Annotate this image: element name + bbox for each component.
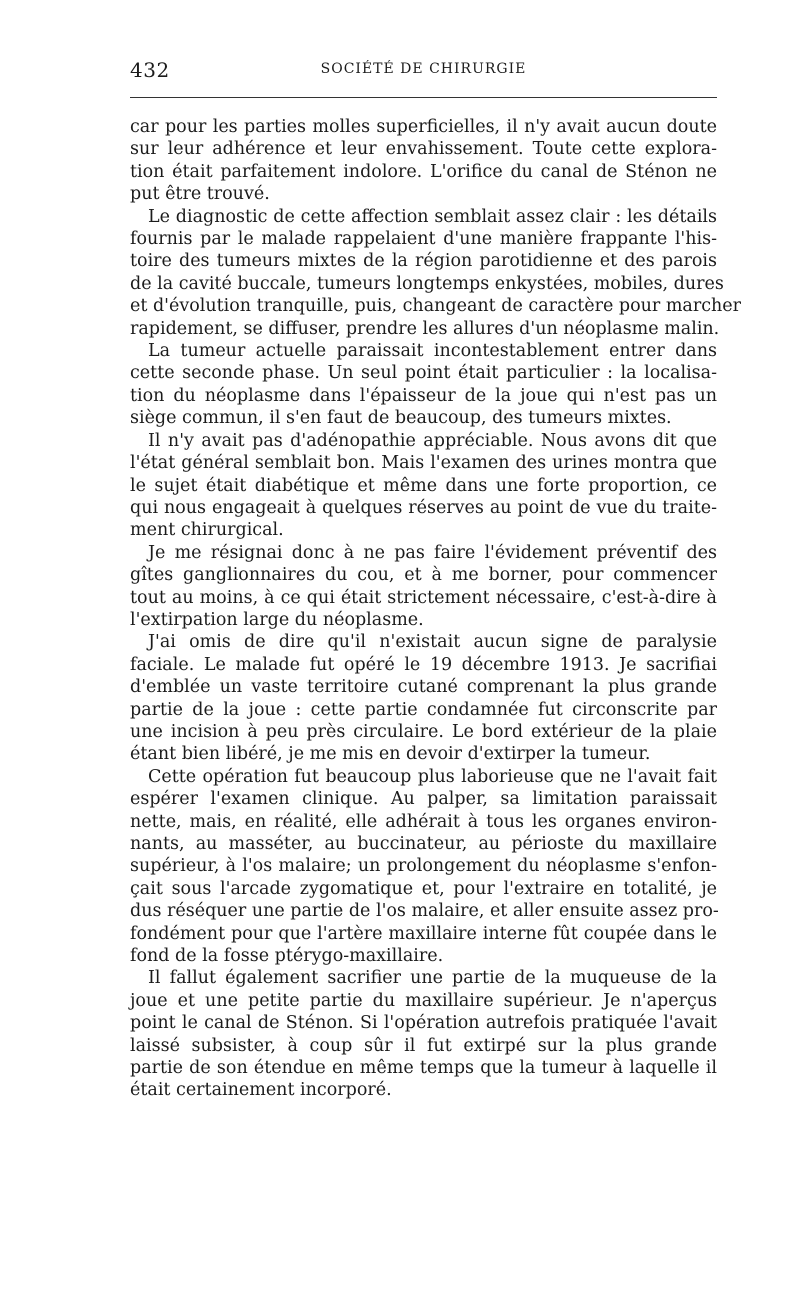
paragraph xyxy=(130,116,717,206)
text-line: fond de la fosse ptérygo-maxillaire. xyxy=(130,946,444,967)
text-line: laissé subsister, à coup sûr il fut extirpé sur la plus grande xyxy=(130,1035,717,1056)
running-title: SOCIÉTÉ DE CHIRURGIE xyxy=(320,61,527,77)
text-line: Le diagnostic de cette affection semblait assez clair : les détails xyxy=(148,206,717,227)
text-line: cette seconde phase. Un seul point était particulier : la localisa- xyxy=(130,363,717,384)
text-line: çait sous l'arcade zygomatique et, pour l'extraire en totalité, je xyxy=(130,878,717,899)
text-line: nette, mais, en réalité, elle adhérait à tous les organes environ- xyxy=(130,811,717,832)
text-line: supérieur, à l'os malaire; un prolongement du néoplasme s'enfon- xyxy=(130,856,717,877)
text-line: Il fallut également sacrifier une partie de la muqueuse de la xyxy=(148,968,717,989)
text-line: Je me résignai donc à ne pas faire l'évidement préventif des xyxy=(148,542,717,563)
text-line: de la cavité buccale, tumeurs longtemps enkystées, mobiles, dures xyxy=(130,273,724,294)
text-line: nants, au masséter, au buccinateur, au périoste du maxillaire xyxy=(130,834,717,854)
text-line: fournis par le malade rappelaient d'une manière frappante l'his- xyxy=(130,229,717,250)
text-line: était certainement incorporé. xyxy=(130,1080,392,1101)
text-line: une incision à peu près circulaire. Le bord extérieur de la plaie xyxy=(130,721,717,742)
text-line: sur leur adhérence et leur envahissement. Toute cette explora- xyxy=(130,139,717,160)
paragraph xyxy=(130,542,717,632)
text-line: étant bien libéré, je me mis en devoir d'extirper la tumeur. xyxy=(130,744,651,765)
header-rule xyxy=(130,97,717,98)
text-line: qui nous engageait à quelques réserves au point de vue du traite- xyxy=(130,497,717,518)
text-line: partie de son étendue en même temps que la tumeur à laquelle il xyxy=(130,1058,717,1079)
paragraph xyxy=(130,206,742,340)
text-line: toire des tumeurs mixtes de la région parotidienne et des parois xyxy=(130,251,717,272)
paragraph xyxy=(130,967,717,1101)
text-line: fondément pour que l'artère maxillaire interne fût coupée dans le xyxy=(130,923,717,944)
text-line: ment chirurgical. xyxy=(130,520,284,541)
text-line: l'état général semblait bon. Mais l'examen des urines montra que xyxy=(130,453,717,474)
paragraph xyxy=(130,340,717,430)
text-line: l'extirpation large du néoplasme. xyxy=(130,609,424,630)
body-text xyxy=(130,116,742,1102)
text-line: point le canal de Sténon. Si l'opération autrefois pratiquée l'avait xyxy=(130,1013,717,1034)
text-line: d'emblée un vaste territoire cutané comprenant la plus grande xyxy=(130,677,717,698)
paragraph xyxy=(130,631,717,765)
paragraph xyxy=(130,766,717,968)
text-line: La tumeur actuelle paraissait incontestablement entrer dans xyxy=(148,341,717,362)
text-line: Il n'y avait pas d'adénopathie appréciable. Nous avons dit que xyxy=(148,430,717,451)
text-line: et d'évolution tranquille, puis, changeant de caractère pour marcher xyxy=(130,296,742,317)
text-line: espérer l'examen clinique. Au palper, sa limitation paraissait xyxy=(130,789,717,810)
text-line: Cette opération fut beaucoup plus laborieuse que ne l'avait fait xyxy=(148,766,717,787)
page-header xyxy=(130,58,717,88)
page-number: 432 xyxy=(130,58,170,82)
text-line: J'ai omis de dire qu'il n'existait aucun signe de paralysie xyxy=(148,632,717,653)
text-line: rapidement, se diffuser, prendre les allures d'un néoplasme malin. xyxy=(130,318,720,339)
text-line: tion du néoplasme dans l'épaisseur de la joue qui n'est pas un xyxy=(130,385,717,406)
text-line: car pour les parties molles superficielles, il n'y avait aucun doute xyxy=(130,117,717,137)
paragraph xyxy=(130,430,717,542)
text-line: dus réséquer une partie de l'os malaire, et aller ensuite assez pro- xyxy=(130,901,719,922)
text-line: tout au moins, à ce qui était strictement nécessaire, c'est-à-dire à xyxy=(130,587,717,608)
text-line: tion était parfaitement indolore. L'orifice du canal de Sténon ne xyxy=(130,161,717,182)
text-line: joue et une petite partie du maxillaire supérieur. Je n'aperçus xyxy=(130,990,717,1011)
text-line: partie de la joue : cette partie condamnée fut circonscrite par xyxy=(130,699,717,720)
text-line: put être trouvé. xyxy=(130,184,270,205)
text-line: gîtes ganglionnaires du cou, et à me borner, pour commencer xyxy=(130,565,717,586)
text-line: faciale. Le malade fut opéré le 19 décembre 1913. Je sacrifiai xyxy=(130,654,717,675)
text-line: le sujet était diabétique et même dans une forte proportion, ce xyxy=(130,475,717,496)
text-line: siège commun, il s'en faut de beaucoup, des tumeurs mixtes. xyxy=(130,408,672,429)
